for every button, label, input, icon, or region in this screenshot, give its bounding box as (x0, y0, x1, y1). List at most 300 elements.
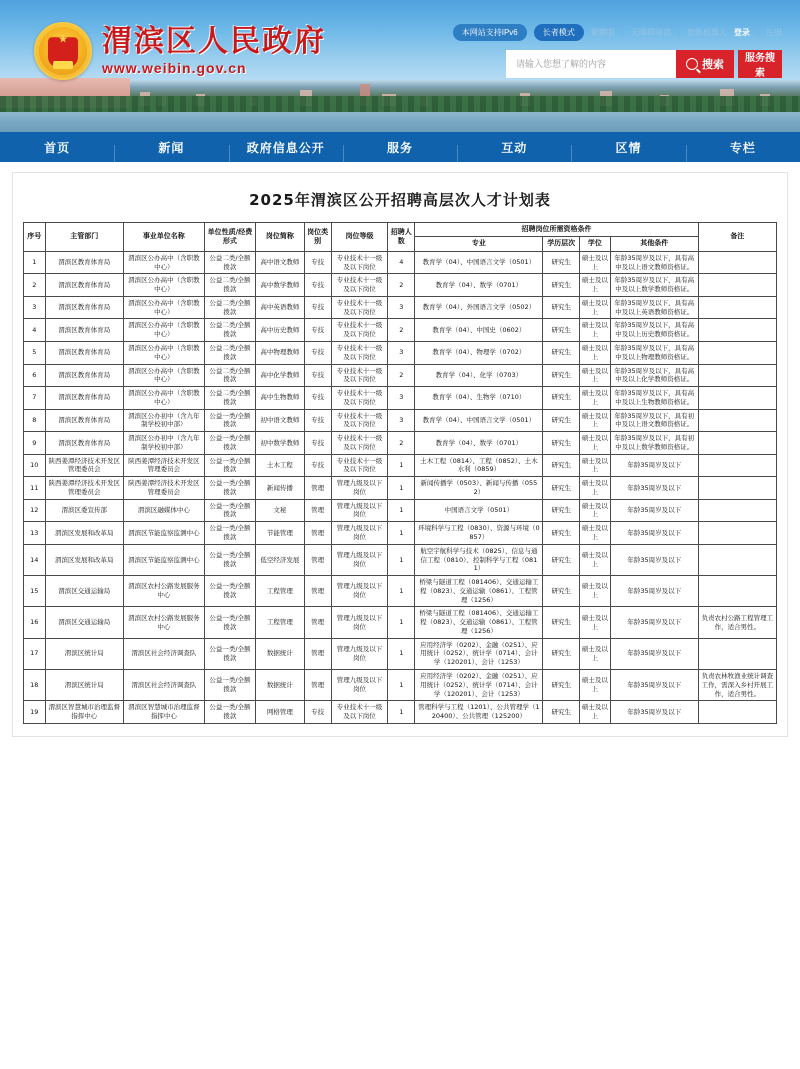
cell-other: 年龄35周岁及以下 (610, 638, 698, 669)
cell-major: 桥梁与隧道工程（081406）、交通运输工程（0823）、交通运输（0861）、工程管理（1256） (415, 607, 543, 638)
cell-other: 年龄35周岁及以下 (610, 477, 698, 500)
cell-count: 3 (388, 342, 415, 365)
cell-major: 中国语言文学（0501） (415, 499, 543, 522)
cell-post-level: 专业技术十一级及以下岗位 (331, 342, 388, 365)
cell-no: 12 (24, 499, 46, 522)
cell-education: 研究生 (543, 701, 579, 724)
nav-item-columns[interactable]: 专栏 (686, 139, 800, 156)
cell-degree: 硕士及以上 (579, 364, 610, 387)
service-search-label: 服务搜索 (745, 53, 775, 79)
cell-other: 年龄35周岁及以下 (610, 544, 698, 575)
utility-separator-2: | (677, 28, 680, 37)
cell-nature: 公益一类/全额拨款 (204, 701, 255, 724)
cell-dept: 陕西姜潭经济技术开发区管理委员会 (45, 454, 123, 477)
elder-mode-button[interactable]: 长者模式 (534, 24, 584, 41)
cell-nature: 公益一类/全额拨款 (204, 638, 255, 669)
nav-item-interaction[interactable]: 互动 (457, 139, 571, 156)
cell-education: 研究生 (543, 544, 579, 575)
cell-post-name: 高中英语教师 (256, 296, 305, 319)
cell-remark (698, 409, 776, 432)
cell-dept: 渭滨区统计局 (45, 638, 123, 669)
cell-post-cat: 专技 (304, 342, 331, 365)
cell-education: 研究生 (543, 432, 579, 455)
cell-education: 研究生 (543, 319, 579, 342)
cell-remark (698, 364, 776, 387)
cell-degree: 硕士及以上 (579, 251, 610, 274)
table-row (24, 477, 777, 500)
nav-item-news[interactable]: 新闻 (114, 139, 228, 156)
cell-unit: 陕西姜潭经济技术开发区管理委员会 (123, 477, 204, 500)
cell-no: 10 (24, 454, 46, 477)
cell-count: 3 (388, 296, 415, 319)
cell-remark (698, 544, 776, 575)
cell-dept: 渭滨区教育体育局 (45, 342, 123, 365)
table-row (24, 274, 777, 297)
cell-unit: 渭滨区公办初中（含九年制学校初中部） (123, 409, 204, 432)
cell-count: 1 (388, 701, 415, 724)
cell-post-level: 专业技术十一级及以下岗位 (331, 251, 388, 274)
cell-post-name: 高中化学教师 (256, 364, 305, 387)
cell-dept: 渭滨区教育体育局 (45, 296, 123, 319)
cell-unit: 渭滨区公办高中（含职教中心） (123, 251, 204, 274)
cell-degree: 硕士及以上 (579, 319, 610, 342)
cell-education: 研究生 (543, 477, 579, 500)
cell-degree: 硕士及以上 (579, 296, 610, 319)
cell-degree: 硕士及以上 (579, 432, 610, 455)
accessibility-link[interactable]: 无障碍阅读 (630, 28, 671, 37)
cell-post-cat: 管理 (304, 477, 331, 500)
cell-no: 7 (24, 387, 46, 410)
cell-dept: 渭滨区教育体育局 (45, 409, 123, 432)
cell-unit: 渭滨区公办初中（含九年制学校初中部） (123, 432, 204, 455)
cell-post-name: 低空经济发展 (256, 544, 305, 575)
cell-unit: 渭滨区公办高中（含职教中心） (123, 342, 204, 365)
cell-unit: 渭滨区公办高中（含职教中心） (123, 364, 204, 387)
cell-nature: 公益一类/全额拨款 (204, 576, 255, 607)
cell-no: 14 (24, 544, 46, 575)
cell-degree: 硕士及以上 (579, 499, 610, 522)
cell-post-cat: 管理 (304, 576, 331, 607)
cell-remark (698, 387, 776, 410)
cell-count: 1 (388, 607, 415, 638)
cell-education: 研究生 (543, 499, 579, 522)
cell-count: 1 (388, 477, 415, 500)
cell-other: 年龄35周岁及以下，具有高中及以上英语教师资格证。 (610, 296, 698, 319)
table-row (24, 638, 777, 669)
search-button[interactable] (676, 50, 734, 78)
table-row (24, 522, 777, 545)
cell-nature: 公益一类/全额拨款 (204, 432, 255, 455)
cell-dept: 渭滨区委宣传部 (45, 499, 123, 522)
cell-post-level: 管理九级及以下岗位 (331, 576, 388, 607)
cell-education: 研究生 (543, 387, 579, 410)
cell-remark: 负责农村公路工程管理工作，适合男性。 (698, 607, 776, 638)
cell-nature: 公益一类/全额拨款 (204, 607, 255, 638)
cell-unit: 渭滨区公办高中（含职教中心） (123, 296, 204, 319)
table-row (24, 432, 777, 455)
cell-major: 管理科学与工程（1201）、公共管理学（120400）、公共管理（125200） (415, 701, 543, 724)
cell-education: 研究生 (543, 364, 579, 387)
cell-no: 6 (24, 364, 46, 387)
cell-post-name: 工程管理 (256, 607, 305, 638)
cell-other: 年龄35周岁及以下 (610, 499, 698, 522)
cell-post-cat: 专技 (304, 251, 331, 274)
cell-degree: 硕士及以上 (579, 342, 610, 365)
cell-education: 研究生 (543, 274, 579, 297)
cell-post-cat: 专技 (304, 432, 331, 455)
cell-nature: 公益二类/全额拨款 (204, 251, 255, 274)
cell-major: 教育学（04）、物理学（0702） (415, 342, 543, 365)
cell-major: 桥梁与隧道工程（081406）、交通运输工程（0823）、交通运输（0861）、工程管理（1256） (415, 576, 543, 607)
cell-major: 新闻传播学（0503）、新闻与传播（0552） (415, 477, 543, 500)
cell-major: 教育学（04）、生物学（0710） (415, 387, 543, 410)
cell-education: 研究生 (543, 638, 579, 669)
cell-post-cat: 管理 (304, 669, 331, 700)
cell-dept: 渭滨区交通运输局 (45, 607, 123, 638)
robot-assistant-link[interactable]: 智能机器人 (686, 28, 727, 37)
cell-dept: 渭滨区教育体育局 (45, 364, 123, 387)
cell-unit: 渭滨区公办高中（含职教中心） (123, 319, 204, 342)
cell-remark (698, 342, 776, 365)
col-post-name: 岗位简称 (256, 223, 305, 252)
cell-remark (698, 522, 776, 545)
recruitment-plan-table (23, 222, 777, 724)
cell-post-level: 专业技术十一级及以下岗位 (331, 364, 388, 387)
cell-no: 4 (24, 319, 46, 342)
cell-other: 年龄35周岁及以下，具有初中及以上语文教师资格证。 (610, 409, 698, 432)
table-row (24, 364, 777, 387)
cell-count: 2 (388, 432, 415, 455)
cell-no: 9 (24, 432, 46, 455)
cell-education: 研究生 (543, 251, 579, 274)
cell-degree: 硕士及以上 (579, 576, 610, 607)
cell-post-level: 专业技术十一级及以下岗位 (331, 319, 388, 342)
cell-post-name: 数据统计 (256, 669, 305, 700)
cell-no: 2 (24, 274, 46, 297)
col-remark: 备注 (698, 223, 776, 252)
cell-post-cat: 管理 (304, 499, 331, 522)
cell-nature: 公益二类/全额拨款 (204, 364, 255, 387)
nav-item-home[interactable]: 首页 (44, 140, 71, 155)
col-group-qualification: 招聘岗位所需资格条件 (415, 223, 698, 237)
cell-post-cat: 管理 (304, 638, 331, 669)
cell-degree: 硕士及以上 (579, 387, 610, 410)
cell-post-level: 管理九级及以下岗位 (331, 638, 388, 669)
cell-dept: 渭滨区教育体育局 (45, 274, 123, 297)
ipv6-badge: 本网站支持IPv6 (453, 24, 527, 41)
cell-remark (698, 477, 776, 500)
cell-nature: 公益二类/全额拨款 (204, 387, 255, 410)
nav-item-services[interactable]: 服务 (343, 139, 457, 156)
search-icon (686, 58, 698, 70)
cell-post-name: 土木工程 (256, 454, 305, 477)
cell-nature: 公益一类/全额拨款 (204, 669, 255, 700)
cell-education: 研究生 (543, 409, 579, 432)
cell-remark (698, 576, 776, 607)
cell-no: 5 (24, 342, 46, 365)
cell-unit: 渭滨区社会经济调查队 (123, 669, 204, 700)
utility-separator-3: | (756, 28, 759, 37)
cell-major: 教育学（04）、数学（0701） (415, 274, 543, 297)
cell-dept: 渭滨区交通运输局 (45, 576, 123, 607)
cell-major: 应用经济学（0202）、金融（0251）、应用统计（0252）、统计学（0714）、会计学（120201）、会计（1253） (415, 669, 543, 700)
cell-other: 年龄35周岁及以下，具有初中及以上数学教师资格证。 (610, 432, 698, 455)
cell-major: 航空宇航科学与技术（0825）、信息与通信工程（0810）、控制科学与工程（0811） (415, 544, 543, 575)
cell-other: 年龄35周岁及以下 (610, 669, 698, 700)
content-card (12, 172, 788, 737)
col-post-level: 岗位等级 (331, 223, 388, 252)
cell-post-level: 管理九级及以下岗位 (331, 477, 388, 500)
col-nature: 单位性质/经费形式 (204, 223, 255, 252)
cell-degree: 硕士及以上 (579, 522, 610, 545)
cell-post-name: 高中数学教师 (256, 274, 305, 297)
cell-post-level: 专业技术十一级及以下岗位 (331, 409, 388, 432)
cell-education: 研究生 (543, 576, 579, 607)
table-row (24, 409, 777, 432)
cell-nature: 公益一类/全额拨款 (204, 499, 255, 522)
table-row (24, 251, 777, 274)
cell-post-name: 初中语文教师 (256, 409, 305, 432)
cell-post-level: 管理九级及以下岗位 (331, 607, 388, 638)
cell-post-name: 高中语文教师 (256, 251, 305, 274)
cell-post-level: 管理九级及以下岗位 (331, 669, 388, 700)
cell-unit: 渭滨区智慧城市治理监督指挥中心 (123, 701, 204, 724)
cell-post-level: 专业技术十一级及以下岗位 (331, 454, 388, 477)
cell-remark (698, 638, 776, 669)
search-bar (506, 50, 782, 78)
col-post-cat: 岗位类别 (304, 223, 331, 252)
table-row (24, 576, 777, 607)
cell-no: 11 (24, 477, 46, 500)
cell-education: 研究生 (543, 607, 579, 638)
cell-count: 2 (388, 274, 415, 297)
cell-major: 土木工程（0814）、工程（0852）、土木水利（0859） (415, 454, 543, 477)
cell-post-level: 专业技术十一级及以下岗位 (331, 296, 388, 319)
cell-unit: 渭滨区融媒体中心 (123, 499, 204, 522)
col-no: 序号 (24, 223, 46, 252)
cell-post-cat: 专技 (304, 701, 331, 724)
table-row (24, 669, 777, 700)
page-title: 2025年渭滨区公开招聘高层次人才计划表 (249, 191, 551, 209)
cell-degree: 硕士及以上 (579, 544, 610, 575)
cell-dept: 渭滨区教育体育局 (45, 251, 123, 274)
cell-post-name: 数据统计 (256, 638, 305, 669)
cell-post-cat: 专技 (304, 296, 331, 319)
cell-major: 环境科学与工程（0830）、资源与环境（0857） (415, 522, 543, 545)
cell-count: 2 (388, 319, 415, 342)
col-other: 其他条件 (610, 237, 698, 251)
cell-post-level: 专业技术十一级及以下岗位 (331, 387, 388, 410)
cell-remark (698, 274, 776, 297)
table-header-row-1 (24, 223, 777, 237)
search-button-label: 搜索 (702, 58, 724, 71)
cell-education: 研究生 (543, 454, 579, 477)
national-emblem-icon: ★ (34, 22, 92, 80)
cell-dept: 渭滨区统计局 (45, 669, 123, 700)
cell-dept: 渭滨区发展和改革局 (45, 544, 123, 575)
col-unit: 事业单位名称 (123, 223, 204, 252)
cell-count: 2 (388, 364, 415, 387)
cell-count: 1 (388, 544, 415, 575)
cell-count: 4 (388, 251, 415, 274)
cell-other: 年龄35周岁及以下 (610, 522, 698, 545)
cell-no: 13 (24, 522, 46, 545)
cell-remark (698, 701, 776, 724)
site-header (0, 0, 800, 162)
col-degree: 学位 (579, 237, 610, 251)
cell-remark (698, 251, 776, 274)
cell-education: 研究生 (543, 522, 579, 545)
cell-post-name: 工程管理 (256, 576, 305, 607)
traditional-chinese-link[interactable]: 繁體版 (590, 28, 615, 37)
site-url: www.weibin.gov.cn (102, 59, 247, 76)
cell-no: 3 (24, 296, 46, 319)
cell-nature: 公益一类/全额拨款 (204, 454, 255, 477)
cell-other: 年龄35周岁及以下，具有高中及以上历史教师资格证。 (610, 319, 698, 342)
table-row (24, 499, 777, 522)
cell-degree: 硕士及以上 (579, 274, 610, 297)
cell-post-name: 高中历史教师 (256, 319, 305, 342)
table-row (24, 607, 777, 638)
cell-dept: 渭滨区发展和改革局 (45, 522, 123, 545)
cell-post-name: 高中物理教师 (256, 342, 305, 365)
banner-river (0, 112, 800, 132)
cell-major: 教育学（04）、外国语言文学（0502） (415, 296, 543, 319)
table-row (24, 454, 777, 477)
cell-post-cat: 管理 (304, 544, 331, 575)
cell-nature: 公益二类/全额拨款 (204, 319, 255, 342)
table-row (24, 701, 777, 724)
cell-major: 教育学（04）、中国语言文学（0501） (415, 251, 543, 274)
cell-count: 1 (388, 576, 415, 607)
cell-degree: 硕士及以上 (579, 477, 610, 500)
cell-count: 1 (388, 454, 415, 477)
cell-remark: 负责农林牧渔业统计调查工作，需深入乡村开展工作，适合男性。 (698, 669, 776, 700)
cell-nature: 公益一类/全额拨款 (204, 522, 255, 545)
cell-unit: 渭滨区节能监察监测中心 (123, 544, 204, 575)
cell-post-cat: 专技 (304, 274, 331, 297)
cell-other: 年龄35周岁及以下，具有高中及以上物理教师资格证。 (610, 342, 698, 365)
cell-other: 年龄35周岁及以下，具有高中及以上化学教师资格证。 (610, 364, 698, 387)
cell-nature: 公益二类/全额拨款 (204, 342, 255, 365)
cell-other: 年龄35周岁及以下，具有高中及以上语文教师资格证。 (610, 251, 698, 274)
cell-dept: 陕西姜潭经济技术开发区管理委员会 (45, 477, 123, 500)
login-link[interactable]: 登录 (733, 28, 750, 37)
cell-post-cat: 管理 (304, 607, 331, 638)
cell-dept: 渭滨区教育体育局 (45, 387, 123, 410)
cell-post-level: 管理九级及以下岗位 (331, 522, 388, 545)
cell-count: 1 (388, 522, 415, 545)
cell-unit: 渭滨区节能监察监测中心 (123, 522, 204, 545)
table-row (24, 544, 777, 575)
cell-post-name: 文秘 (256, 499, 305, 522)
cell-no: 1 (24, 251, 46, 274)
cell-count: 1 (388, 499, 415, 522)
cell-nature: 公益二类/全额拨款 (204, 296, 255, 319)
cell-post-level: 专业技术十一级及以下岗位 (331, 274, 388, 297)
col-education: 学历层次 (543, 237, 579, 251)
cell-degree: 硕士及以上 (579, 454, 610, 477)
site-logo[interactable] (34, 22, 326, 80)
cell-remark (698, 319, 776, 342)
cell-major: 教育学（04）、数学（0701） (415, 432, 543, 455)
cell-unit: 渭滨区农村公路发展服务中心 (123, 607, 204, 638)
cell-other: 年龄35周岁及以下 (610, 454, 698, 477)
nav-item-gov-info[interactable]: 政府信息公开 (229, 139, 343, 156)
site-title: 渭滨区人民政府 (102, 24, 326, 60)
cell-other: 年龄35周岁及以下 (610, 607, 698, 638)
cell-no: 8 (24, 409, 46, 432)
cell-no: 17 (24, 638, 46, 669)
col-count: 招聘人数 (388, 223, 415, 252)
cell-post-level: 专业技术十一级及以下岗位 (331, 432, 388, 455)
utility-separator-1: | (621, 28, 624, 37)
cell-education: 研究生 (543, 296, 579, 319)
cell-other: 年龄35周岁及以下 (610, 701, 698, 724)
cell-post-name: 高中生物教师 (256, 387, 305, 410)
cell-post-level: 管理九级及以下岗位 (331, 544, 388, 575)
cell-remark (698, 499, 776, 522)
cell-post-cat: 专技 (304, 387, 331, 410)
cell-post-name: 初中数学教师 (256, 432, 305, 455)
cell-post-cat: 管理 (304, 522, 331, 545)
cell-degree: 硕士及以上 (579, 409, 610, 432)
cell-remark (698, 296, 776, 319)
cell-count: 3 (388, 387, 415, 410)
search-input[interactable] (506, 50, 676, 78)
cell-unit: 渭滨区公办高中（含职教中心） (123, 387, 204, 410)
table-header (24, 223, 777, 252)
cell-major: 教育学（04）、化学（0703） (415, 364, 543, 387)
cell-major: 教育学（04）、中国语言文学（0501） (415, 409, 543, 432)
cell-remark (698, 454, 776, 477)
cell-education: 研究生 (543, 342, 579, 365)
cell-no: 15 (24, 576, 46, 607)
cell-post-name: 网格管理 (256, 701, 305, 724)
cell-post-cat: 专技 (304, 409, 331, 432)
cell-degree: 硕士及以上 (579, 701, 610, 724)
cell-other: 年龄35周岁及以下 (610, 576, 698, 607)
cell-no: 18 (24, 669, 46, 700)
cell-nature: 公益一类/全额拨款 (204, 477, 255, 500)
cell-post-cat: 专技 (304, 364, 331, 387)
table-row (24, 342, 777, 365)
col-major: 专业 (415, 237, 543, 251)
cell-unit: 陕西姜潭经济技术开发区管理委员会 (123, 454, 204, 477)
cell-dept: 渭滨区教育体育局 (45, 319, 123, 342)
register-link[interactable]: 注册 (766, 28, 782, 37)
cell-post-name: 新闻传播 (256, 477, 305, 500)
cell-degree: 硕士及以上 (579, 638, 610, 669)
nav-item-district[interactable]: 区情 (571, 139, 685, 156)
cell-major: 教育学（04）、中国史（0602） (415, 319, 543, 342)
cell-nature: 公益一类/全额拨款 (204, 409, 255, 432)
cell-degree: 硕士及以上 (579, 669, 610, 700)
utility-bar (453, 24, 782, 41)
cell-dept: 渭滨区智慧城市治理监督指挥中心 (45, 701, 123, 724)
col-dept: 主管部门 (45, 223, 123, 252)
cell-remark (698, 432, 776, 455)
main-nav (0, 132, 800, 162)
cell-degree: 硕士及以上 (579, 607, 610, 638)
cell-post-cat: 专技 (304, 319, 331, 342)
table-row (24, 296, 777, 319)
cell-count: 3 (388, 409, 415, 432)
cell-unit: 渭滨区农村公路发展服务中心 (123, 576, 204, 607)
service-search-button[interactable] (738, 50, 782, 78)
cell-no: 19 (24, 701, 46, 724)
cell-nature: 公益二类/全额拨款 (204, 274, 255, 297)
